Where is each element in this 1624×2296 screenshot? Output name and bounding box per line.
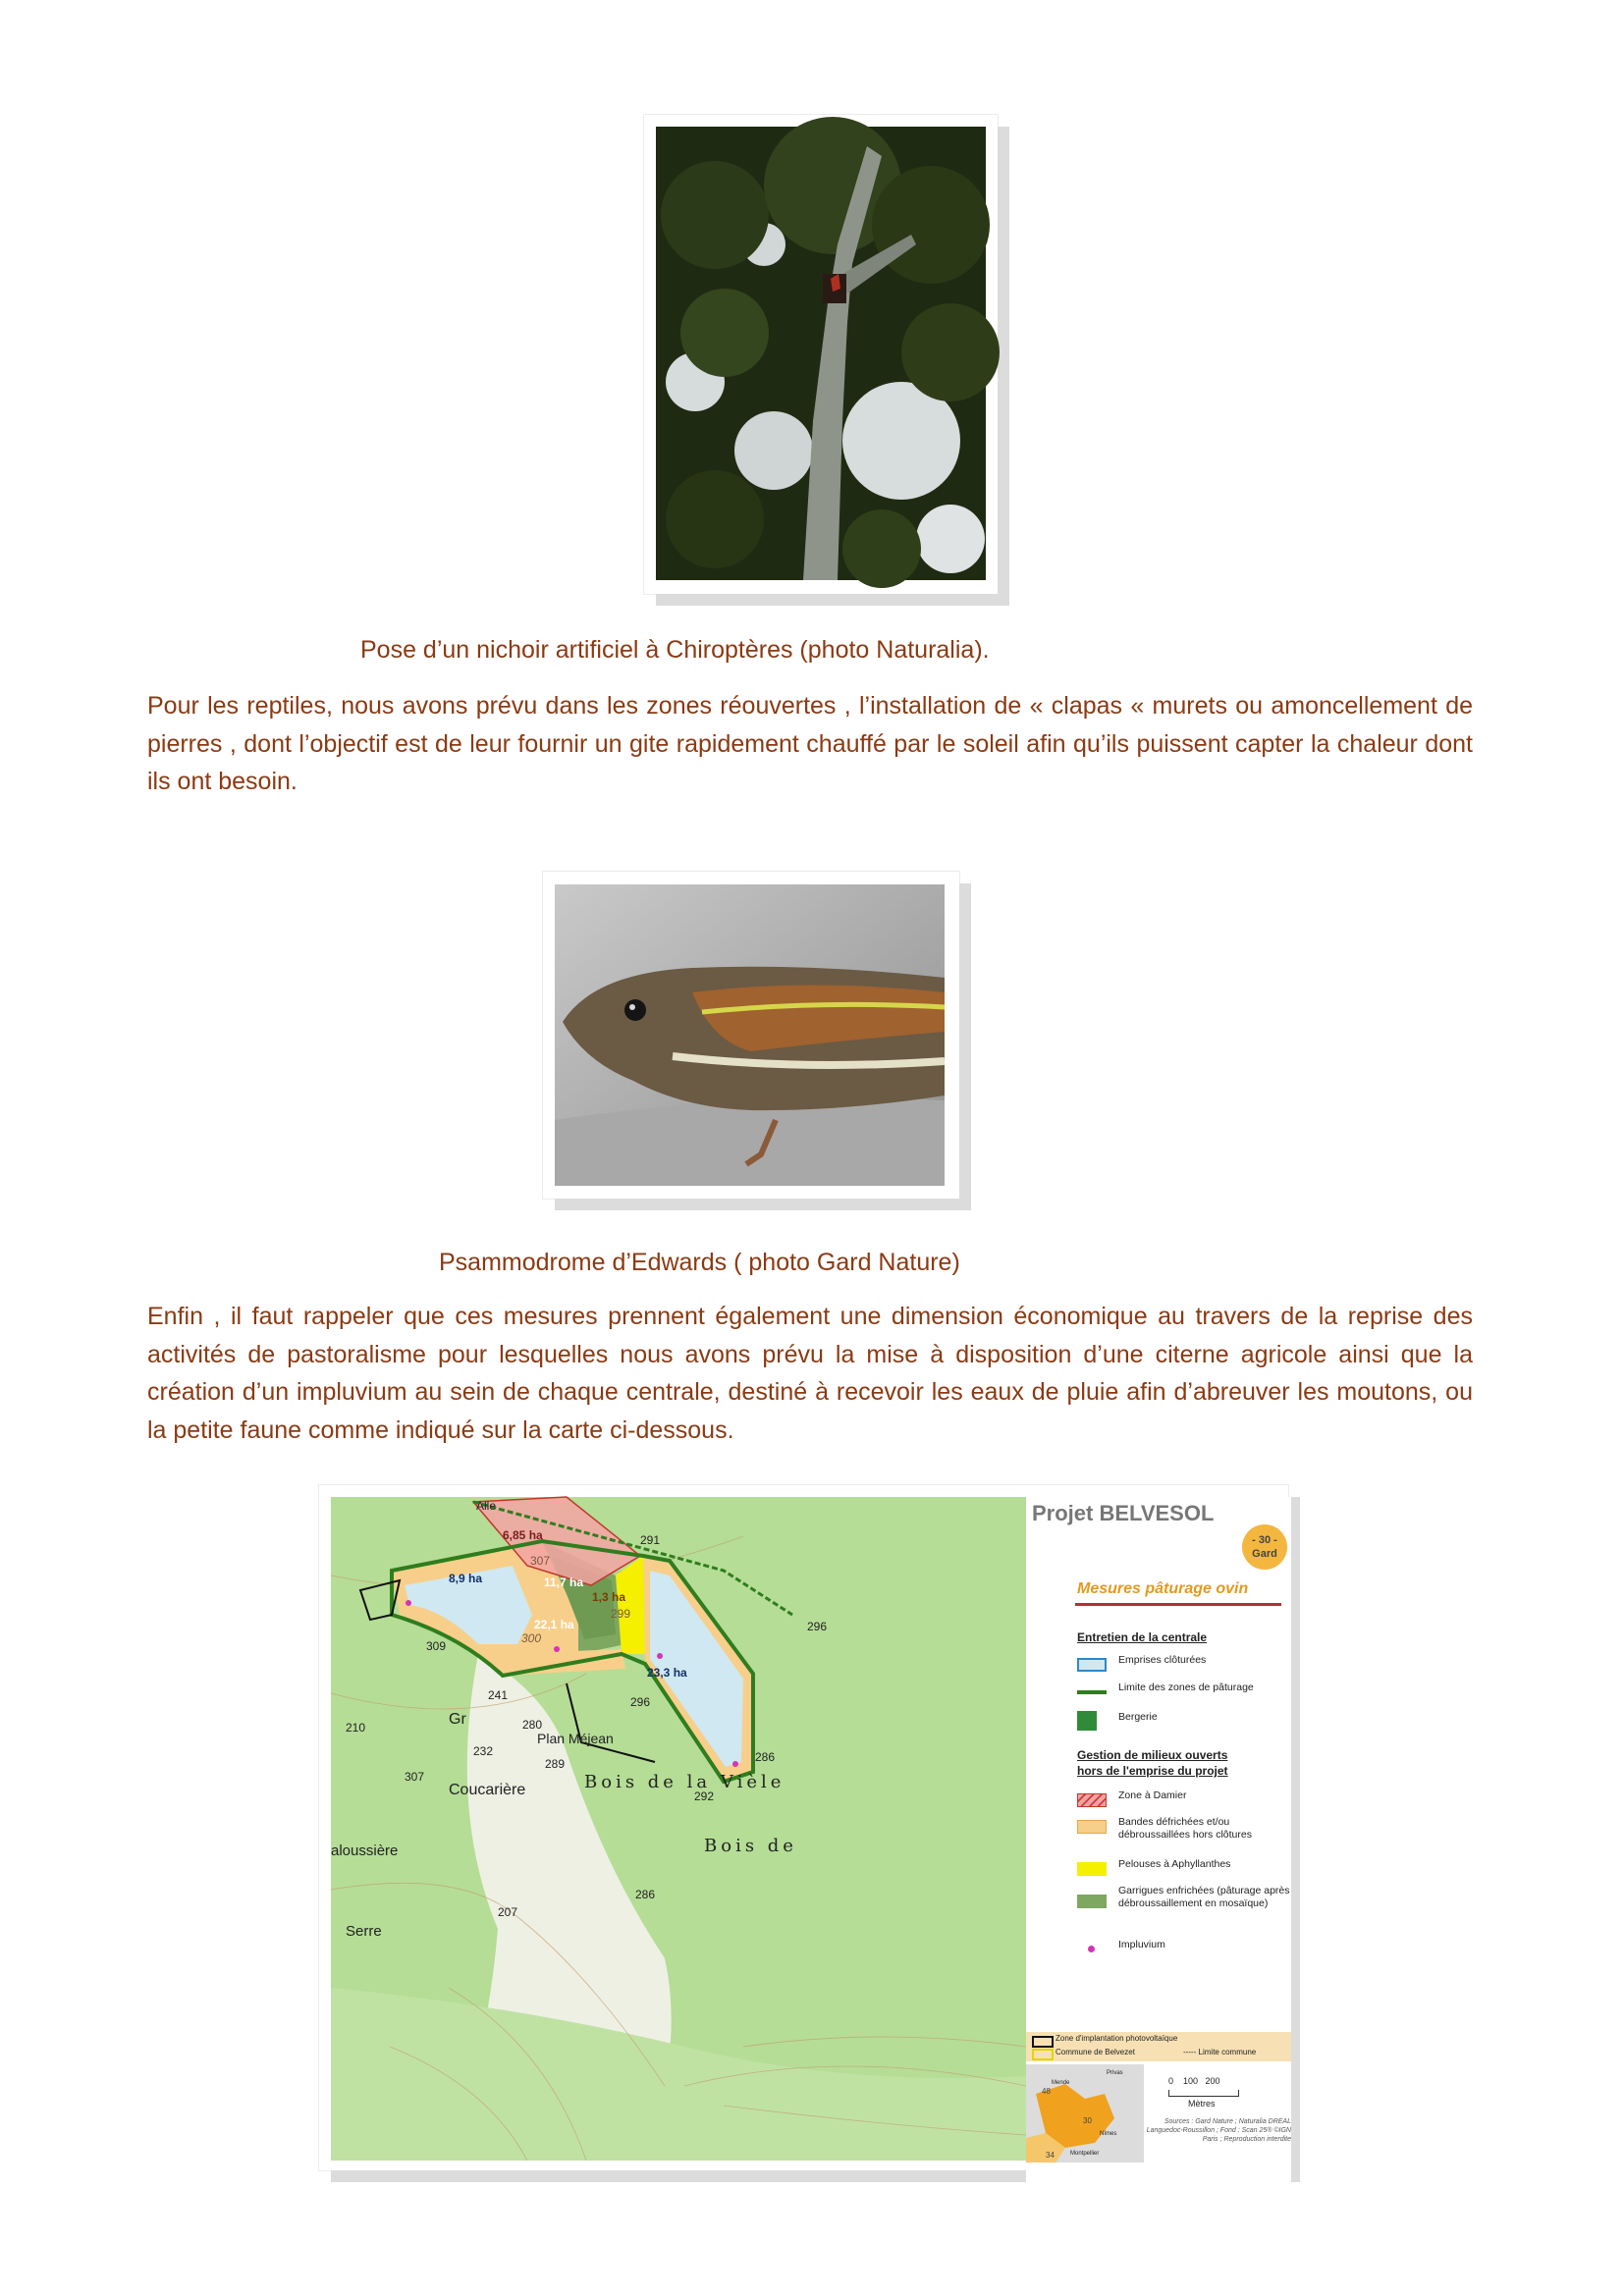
- subtitle-rule: [1075, 1603, 1281, 1606]
- elevation-label: 210: [346, 1721, 366, 1735]
- legend-footer: [1026, 2032, 1291, 2061]
- scale-bar: 0 100 200: [1168, 2076, 1220, 2086]
- elevation-label: 307: [405, 1770, 425, 1784]
- legend-label: Pelouses à Aphyllanthes: [1118, 1858, 1231, 1870]
- pasture-map: [331, 1497, 1291, 2161]
- legend-item: [1077, 1939, 1293, 1962]
- legend-item: [1077, 1789, 1293, 1813]
- map-sources: Sources : Gard Nature ; Naturalia DREAL Languedoc-Roussillon ; Fond : Scan 25® ©IGN Paris ; Reproduction interdite: [1146, 2118, 1291, 2143]
- legend-item: [1077, 1816, 1293, 1849]
- elevation-label: 241: [488, 1688, 509, 1702]
- tree-canopy-image: [656, 127, 986, 580]
- legend-item: [1077, 1885, 1293, 1928]
- department-inset-map: [1026, 2064, 1144, 2163]
- legend-item: [1077, 1654, 1293, 1678]
- barn-icon: [1077, 1711, 1097, 1731]
- legend-label: Emprises clôturées: [1118, 1654, 1207, 1666]
- bat-box-caption: Pose d’un nichoir artificiel à Chiroptères (photo Naturalia).: [360, 636, 990, 664]
- elevation-label: Serre: [346, 1923, 382, 1940]
- inset-label: 48: [1042, 2087, 1051, 2096]
- legend-swatch: [1077, 1862, 1107, 1876]
- elevation-label: 280: [522, 1718, 543, 1732]
- elevation-label: 292: [694, 1789, 715, 1803]
- elevation-label: 207: [498, 1905, 518, 1919]
- legend-section-heading: Gestion de milieux ouverts: [1077, 1748, 1228, 1762]
- scale-bar-line: [1168, 2090, 1239, 2097]
- commune-swatch: [1032, 2049, 1054, 2060]
- elevation-label: 296: [630, 1695, 651, 1709]
- elevation-label: 309: [426, 1639, 447, 1653]
- area-label: 6,85 ha: [503, 1528, 543, 1542]
- map-subtitle: Mesures pâturage ovin: [1077, 1580, 1249, 1597]
- area-label: 8,9 ha: [449, 1572, 483, 1585]
- topographic-map: [331, 1497, 1026, 2161]
- footer-commune-label: Commune de Belvezet: [1056, 2048, 1135, 2056]
- legend-swatch: [1077, 1793, 1107, 1807]
- area-label: 22,1 ha: [534, 1618, 574, 1631]
- bat-box-photo: [656, 127, 986, 580]
- lizard-caption: Psammodrome d’Edwards ( photo Gard Nature): [439, 1249, 960, 1276]
- elevation-label: aloussière: [331, 1842, 399, 1859]
- inset-label: 30: [1083, 2116, 1092, 2125]
- elevation-label: 299: [611, 1607, 631, 1621]
- legend-label: Garrigues enfrichées (pâturage après débroussaillement en mosaïque): [1118, 1885, 1290, 1909]
- pasture-map-frame: [319, 1485, 1291, 2170]
- legend-section-heading: Entretien de la centrale: [1077, 1630, 1208, 1644]
- inset-label: Privas: [1107, 2070, 1123, 2076]
- legend-label: Bergerie: [1118, 1711, 1158, 1723]
- legend-item: [1077, 1711, 1293, 1735]
- legend-label: Limite des zones de pâturage: [1118, 1682, 1254, 1693]
- elevation-label: 286: [755, 1750, 776, 1764]
- map-title: Projet BELVESOL: [1032, 1501, 1215, 1525]
- footer-limit-label: ----- Limite commune: [1183, 2048, 1257, 2056]
- elevation-label: Alle: [476, 1499, 497, 1513]
- legend-swatch: [1077, 1658, 1107, 1672]
- map-legend: [1026, 1497, 1291, 2184]
- inset-label: Mende: [1052, 2080, 1070, 2086]
- bat-box-photo-frame: [644, 115, 998, 594]
- elevation-label: 307: [530, 1554, 551, 1568]
- footer-zone-label: Zone d'implantation photovoltaïque: [1056, 2034, 1178, 2043]
- elevation-label: 286: [635, 1888, 656, 1901]
- elevation-label: Plan Méjean: [537, 1731, 614, 1746]
- elevation-label: 232: [473, 1744, 494, 1758]
- elevation-label: Bois de: [704, 1836, 797, 1856]
- area-label: 11,7 ha: [544, 1575, 584, 1589]
- pastoralism-paragraph: Enfin , il faut rappeler que ces mesures prennent également une dimension économique au travers de la reprise des activités de pastoralisme pour lesquelles nous avons prévu la mise à disposition d’une citerne agricole ainsi que la création d’un impluvium au sein de chaque centrale, destiné à recevoir les eaux de pluie afin d’abreuver les moutons, ou la petite faune comme indiqué sur la carte ci-dessous.: [147, 1303, 1473, 1444]
- area-label: 23,3 ha: [647, 1666, 687, 1680]
- lizard-photo-frame: [543, 872, 959, 1199]
- legend-label: Zone à Damier: [1118, 1789, 1187, 1801]
- elevation-label: 296: [807, 1620, 828, 1633]
- legend-swatch: [1077, 1820, 1107, 1834]
- inset-label: Nîmes: [1100, 2131, 1117, 2137]
- department-badge: - 30 - Gard: [1242, 1524, 1287, 1570]
- legend-label: Impluvium: [1118, 1939, 1165, 1950]
- elevation-label: Coucarière: [449, 1782, 526, 1798]
- legend-swatch: [1077, 1690, 1107, 1694]
- zone-swatch: [1032, 2036, 1054, 2048]
- legend-section-heading: hors de l'emprise du projet: [1077, 1764, 1228, 1778]
- legend-swatch: [1077, 1895, 1107, 1908]
- lizard-photo: [555, 884, 945, 1186]
- lizard-image: [555, 884, 945, 1186]
- elevation-label: Gr: [449, 1711, 466, 1728]
- legend-item: [1077, 1682, 1293, 1705]
- elevation-label: 291: [640, 1533, 661, 1547]
- area-label: 1,3 ha: [592, 1590, 626, 1604]
- inset-label: 34: [1046, 2151, 1055, 2160]
- legend-item: [1077, 1858, 1293, 1882]
- legend-label: Bandes défrichées et/ou débroussaillées hors clôtures: [1118, 1816, 1252, 1841]
- elevation-label: 300: [521, 1631, 542, 1645]
- scale-unit: Mètres: [1188, 2099, 1216, 2109]
- elevation-label: 289: [545, 1757, 566, 1771]
- elevation-label: Bois de la Vièle: [584, 1772, 785, 1792]
- impluvium-dot-icon: [1088, 1946, 1095, 1952]
- inset-label: Montpellier: [1070, 2151, 1100, 2157]
- reptiles-paragraph: Pour les reptiles, nous avons prévu dans les zones réouvertes , l’installation de « clapas « murets ou amoncellement de pierres , dont l’objectif est de leur fournir un gite rapidement chauffé par le soleil afin qu’ils puissent capter la chaleur dont ils ont besoin.: [147, 692, 1473, 795]
